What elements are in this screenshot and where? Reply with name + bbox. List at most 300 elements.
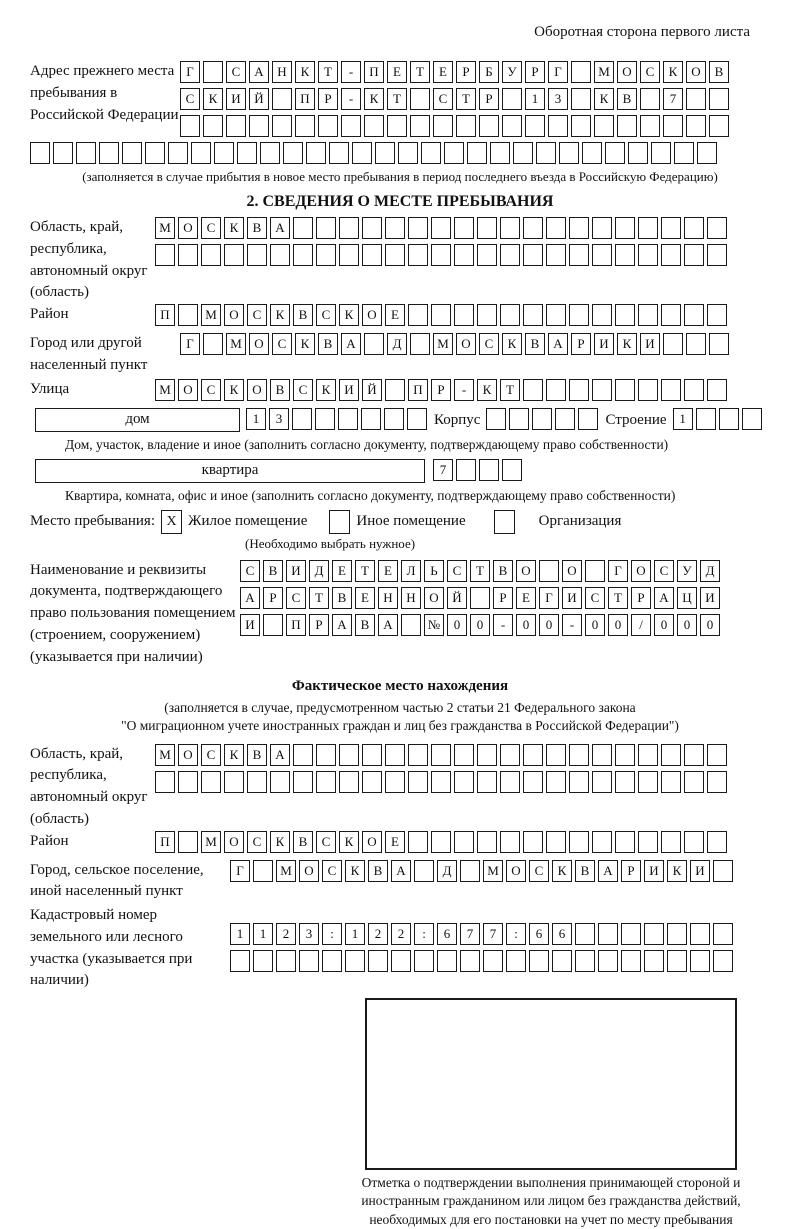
form-cell[interactable] (651, 142, 671, 164)
form-cell[interactable]: 0 (470, 614, 490, 636)
form-cell[interactable] (640, 115, 660, 137)
form-cell[interactable] (500, 744, 520, 766)
form-cell[interactable]: О (247, 379, 267, 401)
form-cell[interactable] (638, 244, 658, 266)
form-cell[interactable]: А (548, 333, 568, 355)
form-cell[interactable]: К (224, 379, 244, 401)
form-cell[interactable] (263, 614, 283, 636)
form-cell[interactable]: С (479, 333, 499, 355)
form-cell[interactable] (500, 304, 520, 326)
form-cell[interactable]: У (677, 560, 697, 582)
form-cell[interactable] (546, 744, 566, 766)
form-cell[interactable]: 7 (433, 459, 453, 481)
form-cell[interactable] (178, 304, 198, 326)
form-cell[interactable] (661, 304, 681, 326)
form-cell[interactable] (569, 244, 589, 266)
form-cell[interactable] (661, 244, 681, 266)
form-cell[interactable] (247, 244, 267, 266)
form-cell[interactable]: Й (249, 88, 269, 110)
form-cell[interactable] (385, 771, 405, 793)
form-cell[interactable]: - (562, 614, 582, 636)
form-cell[interactable]: И (690, 860, 710, 882)
form-cell[interactable]: О (506, 860, 526, 882)
form-cell[interactable]: М (433, 333, 453, 355)
form-cell[interactable] (362, 771, 382, 793)
form-cell[interactable] (292, 408, 312, 430)
form-cell[interactable]: 7 (663, 88, 683, 110)
form-cell[interactable] (460, 950, 480, 972)
form-cell[interactable] (523, 771, 543, 793)
form-cell[interactable] (707, 379, 727, 401)
form-cell[interactable]: Н (272, 61, 292, 83)
form-cell[interactable]: О (562, 560, 582, 582)
form-cell[interactable]: А (341, 333, 361, 355)
form-cell[interactable] (575, 950, 595, 972)
form-cell[interactable] (686, 115, 706, 137)
form-cell[interactable] (226, 115, 246, 137)
form-cell[interactable]: О (631, 560, 651, 582)
form-cell[interactable] (454, 217, 474, 239)
form-cell[interactable] (456, 459, 476, 481)
form-cell[interactable]: - (341, 61, 361, 83)
form-cell[interactable] (585, 560, 605, 582)
form-cell[interactable] (467, 142, 487, 164)
form-cell[interactable] (536, 142, 556, 164)
form-cell[interactable]: М (594, 61, 614, 83)
form-cell[interactable] (667, 950, 687, 972)
form-cell[interactable]: К (339, 304, 359, 326)
form-cell[interactable] (122, 142, 142, 164)
form-cell[interactable]: И (562, 587, 582, 609)
form-cell[interactable] (552, 950, 572, 972)
form-cell[interactable] (339, 744, 359, 766)
form-cell[interactable] (546, 217, 566, 239)
form-cell[interactable]: С (201, 217, 221, 239)
form-cell[interactable]: 2 (276, 923, 296, 945)
form-cell[interactable] (615, 244, 635, 266)
form-cell[interactable]: 0 (447, 614, 467, 636)
form-cell[interactable]: О (249, 333, 269, 355)
form-cell[interactable]: С (247, 304, 267, 326)
form-cell[interactable] (276, 950, 296, 972)
form-cell[interactable]: К (224, 744, 244, 766)
form-cell[interactable]: И (644, 860, 664, 882)
form-cell[interactable] (684, 217, 704, 239)
form-cell[interactable] (155, 244, 175, 266)
form-cell[interactable] (605, 142, 625, 164)
form-cell[interactable] (477, 244, 497, 266)
form-cell[interactable]: П (364, 61, 384, 83)
form-cell[interactable]: А (270, 744, 290, 766)
form-cell[interactable] (470, 587, 490, 609)
form-cell[interactable]: М (155, 379, 175, 401)
form-cell[interactable] (352, 142, 372, 164)
form-cell[interactable]: С (226, 61, 246, 83)
form-cell[interactable]: Д (700, 560, 720, 582)
form-cell[interactable] (569, 217, 589, 239)
form-cell[interactable]: О (178, 379, 198, 401)
form-cell[interactable] (523, 244, 543, 266)
form-cell[interactable] (408, 831, 428, 853)
form-cell[interactable]: Р (309, 614, 329, 636)
form-cell[interactable] (339, 771, 359, 793)
form-cell[interactable] (99, 142, 119, 164)
form-cell[interactable] (592, 244, 612, 266)
form-cell[interactable]: Г (608, 560, 628, 582)
form-cell[interactable] (315, 408, 335, 430)
form-cell[interactable] (500, 244, 520, 266)
form-cell[interactable]: К (203, 88, 223, 110)
form-cell[interactable]: № (424, 614, 444, 636)
form-cell[interactable]: - (341, 88, 361, 110)
form-cell[interactable] (615, 304, 635, 326)
form-cell[interactable]: А (391, 860, 411, 882)
form-cell[interactable] (638, 771, 658, 793)
form-cell[interactable] (617, 115, 637, 137)
form-cell[interactable] (339, 217, 359, 239)
form-cell[interactable]: О (299, 860, 319, 882)
form-cell[interactable]: Й (362, 379, 382, 401)
form-cell[interactable] (408, 244, 428, 266)
form-cell[interactable] (592, 831, 612, 853)
form-cell[interactable] (638, 217, 658, 239)
form-cell[interactable] (546, 244, 566, 266)
form-cell[interactable] (53, 142, 73, 164)
form-cell[interactable]: Т (387, 88, 407, 110)
form-cell[interactable] (191, 142, 211, 164)
form-cell[interactable] (500, 217, 520, 239)
form-cell[interactable] (401, 614, 421, 636)
form-cell[interactable]: 6 (437, 923, 457, 945)
form-cell[interactable] (483, 950, 503, 972)
form-cell[interactable] (684, 744, 704, 766)
form-cell[interactable] (582, 142, 602, 164)
form-cell[interactable] (615, 831, 635, 853)
form-cell[interactable] (155, 771, 175, 793)
form-cell[interactable]: С (316, 304, 336, 326)
form-cell[interactable] (532, 408, 552, 430)
form-cell[interactable] (477, 831, 497, 853)
form-cell[interactable] (707, 771, 727, 793)
form-cell[interactable]: С (201, 379, 221, 401)
form-cell[interactable] (684, 304, 704, 326)
form-cell[interactable] (477, 304, 497, 326)
form-cell[interactable]: А (270, 217, 290, 239)
form-cell[interactable]: И (226, 88, 246, 110)
form-cell[interactable]: К (477, 379, 497, 401)
form-cell[interactable]: В (247, 217, 267, 239)
form-cell[interactable]: К (617, 333, 637, 355)
form-cell[interactable]: Н (401, 587, 421, 609)
form-cell[interactable] (224, 244, 244, 266)
form-cell[interactable] (431, 771, 451, 793)
form-cell[interactable]: К (364, 88, 384, 110)
form-cell[interactable] (384, 408, 404, 430)
form-cell[interactable]: О (362, 831, 382, 853)
form-cell[interactable] (684, 244, 704, 266)
form-cell[interactable] (293, 744, 313, 766)
form-cell[interactable]: С (201, 744, 221, 766)
form-cell[interactable] (615, 771, 635, 793)
form-cell[interactable] (707, 217, 727, 239)
form-cell[interactable] (362, 217, 382, 239)
form-cell[interactable]: 1 (246, 408, 266, 430)
form-cell[interactable]: В (493, 560, 513, 582)
form-cell[interactable] (272, 115, 292, 137)
form-cell[interactable] (719, 408, 739, 430)
form-cell[interactable]: С (247, 831, 267, 853)
form-cell[interactable]: В (263, 560, 283, 582)
form-cell[interactable] (431, 304, 451, 326)
form-cell[interactable] (431, 831, 451, 853)
form-cell[interactable]: А (598, 860, 618, 882)
form-cell[interactable]: П (155, 831, 175, 853)
form-cell[interactable] (575, 923, 595, 945)
form-cell[interactable]: В (247, 744, 267, 766)
form-cell[interactable] (638, 304, 658, 326)
form-cell[interactable] (500, 831, 520, 853)
form-cell[interactable]: 3 (299, 923, 319, 945)
form-cell[interactable]: О (224, 304, 244, 326)
form-cell[interactable]: Г (180, 333, 200, 355)
form-cell[interactable] (318, 115, 338, 137)
form-cell[interactable]: И (594, 333, 614, 355)
form-cell[interactable] (203, 333, 223, 355)
form-cell[interactable]: К (295, 333, 315, 355)
form-cell[interactable]: И (339, 379, 359, 401)
form-cell[interactable]: М (201, 831, 221, 853)
form-cell[interactable] (329, 142, 349, 164)
form-cell[interactable] (203, 115, 223, 137)
form-cell[interactable] (621, 923, 641, 945)
form-cell[interactable] (569, 379, 589, 401)
form-cell[interactable] (502, 115, 522, 137)
form-cell[interactable]: Н (378, 587, 398, 609)
form-cell[interactable] (638, 379, 658, 401)
checkbox-other-premises[interactable] (329, 510, 350, 534)
form-cell[interactable] (293, 244, 313, 266)
form-cell[interactable]: 0 (700, 614, 720, 636)
form-cell[interactable] (598, 950, 618, 972)
form-cell[interactable]: С (447, 560, 467, 582)
form-cell[interactable] (500, 771, 520, 793)
form-cell[interactable]: 2 (391, 923, 411, 945)
form-cell[interactable] (456, 115, 476, 137)
form-cell[interactable] (437, 950, 457, 972)
form-cell[interactable] (421, 142, 441, 164)
form-cell[interactable]: Й (447, 587, 467, 609)
form-cell[interactable] (272, 88, 292, 110)
form-cell[interactable] (592, 217, 612, 239)
form-cell[interactable] (322, 950, 342, 972)
form-cell[interactable] (502, 459, 522, 481)
form-cell[interactable] (339, 244, 359, 266)
form-cell[interactable]: К (270, 304, 290, 326)
form-cell[interactable]: 0 (585, 614, 605, 636)
form-cell[interactable] (686, 88, 706, 110)
form-cell[interactable]: О (362, 304, 382, 326)
form-cell[interactable] (368, 950, 388, 972)
form-cell[interactable] (523, 379, 543, 401)
form-cell[interactable] (667, 923, 687, 945)
form-cell[interactable] (444, 142, 464, 164)
form-cell[interactable] (316, 771, 336, 793)
form-cell[interactable] (513, 142, 533, 164)
form-cell[interactable] (431, 217, 451, 239)
form-cell[interactable] (362, 744, 382, 766)
form-cell[interactable]: В (318, 333, 338, 355)
form-cell[interactable]: Д (309, 560, 329, 582)
form-cell[interactable] (684, 771, 704, 793)
form-cell[interactable]: Т (355, 560, 375, 582)
form-cell[interactable]: К (224, 217, 244, 239)
form-cell[interactable] (201, 244, 221, 266)
form-cell[interactable]: Р (631, 587, 651, 609)
form-cell[interactable] (690, 950, 710, 972)
form-cell[interactable] (686, 333, 706, 355)
form-cell[interactable]: 6 (552, 923, 572, 945)
form-cell[interactable]: О (178, 744, 198, 766)
form-cell[interactable]: К (295, 61, 315, 83)
form-cell[interactable]: 0 (654, 614, 674, 636)
form-cell[interactable] (709, 333, 729, 355)
form-cell[interactable] (479, 459, 499, 481)
form-cell[interactable] (237, 142, 257, 164)
form-cell[interactable] (299, 950, 319, 972)
form-cell[interactable] (454, 244, 474, 266)
form-cell[interactable]: С (240, 560, 260, 582)
form-cell[interactable]: О (224, 831, 244, 853)
form-cell[interactable] (690, 923, 710, 945)
form-cell[interactable] (477, 217, 497, 239)
form-cell[interactable] (571, 115, 591, 137)
form-cell[interactable] (295, 115, 315, 137)
form-cell[interactable]: Т (318, 61, 338, 83)
form-cell[interactable] (697, 142, 717, 164)
form-cell[interactable]: Р (263, 587, 283, 609)
form-cell[interactable] (707, 831, 727, 853)
form-cell[interactable] (709, 88, 729, 110)
form-cell[interactable]: 1 (345, 923, 365, 945)
form-cell[interactable] (661, 379, 681, 401)
form-cell[interactable] (338, 408, 358, 430)
form-cell[interactable] (76, 142, 96, 164)
form-cell[interactable] (433, 115, 453, 137)
checkbox-organization[interactable] (494, 510, 515, 534)
form-cell[interactable]: Р (571, 333, 591, 355)
form-cell[interactable] (178, 771, 198, 793)
form-cell[interactable]: В (270, 379, 290, 401)
form-cell[interactable] (674, 142, 694, 164)
form-cell[interactable] (230, 950, 250, 972)
form-cell[interactable] (592, 304, 612, 326)
form-cell[interactable] (454, 831, 474, 853)
form-cell[interactable] (594, 115, 614, 137)
form-cell[interactable]: В (355, 614, 375, 636)
form-cell[interactable] (387, 115, 407, 137)
form-cell[interactable] (283, 142, 303, 164)
form-cell[interactable]: Т (456, 88, 476, 110)
form-cell[interactable]: П (286, 614, 306, 636)
form-cell[interactable] (592, 744, 612, 766)
form-cell[interactable] (615, 379, 635, 401)
form-cell[interactable] (201, 771, 221, 793)
form-cell[interactable]: 3 (548, 88, 568, 110)
form-cell[interactable] (490, 142, 510, 164)
form-cell[interactable]: С (585, 587, 605, 609)
form-cell[interactable] (293, 217, 313, 239)
form-cell[interactable]: Р (456, 61, 476, 83)
form-cell[interactable] (525, 115, 545, 137)
form-cell[interactable] (408, 304, 428, 326)
form-cell[interactable] (548, 115, 568, 137)
form-cell[interactable]: К (345, 860, 365, 882)
form-cell[interactable]: Т (309, 587, 329, 609)
form-cell[interactable] (523, 217, 543, 239)
form-cell[interactable] (385, 379, 405, 401)
form-cell[interactable]: А (249, 61, 269, 83)
form-cell[interactable] (578, 408, 598, 430)
form-cell[interactable] (569, 771, 589, 793)
form-cell[interactable]: С (286, 587, 306, 609)
form-cell[interactable]: 6 (529, 923, 549, 945)
form-cell[interactable] (145, 142, 165, 164)
form-cell[interactable]: Р (493, 587, 513, 609)
form-cell[interactable] (214, 142, 234, 164)
form-cell[interactable]: : (322, 923, 342, 945)
form-cell[interactable]: Ц (677, 587, 697, 609)
form-cell[interactable] (523, 304, 543, 326)
form-cell[interactable]: М (276, 860, 296, 882)
form-cell[interactable] (431, 744, 451, 766)
form-cell[interactable] (178, 831, 198, 853)
form-cell[interactable]: Р (431, 379, 451, 401)
form-cell[interactable]: 0 (608, 614, 628, 636)
form-cell[interactable]: Т (500, 379, 520, 401)
form-cell[interactable] (224, 771, 244, 793)
form-cell[interactable]: Т (410, 61, 430, 83)
form-cell[interactable] (375, 142, 395, 164)
form-cell[interactable] (408, 217, 428, 239)
form-cell[interactable]: П (295, 88, 315, 110)
form-cell[interactable] (407, 408, 427, 430)
form-cell[interactable]: : (414, 923, 434, 945)
form-cell[interactable]: Е (355, 587, 375, 609)
form-cell[interactable] (502, 88, 522, 110)
form-cell[interactable] (661, 831, 681, 853)
form-cell[interactable]: П (408, 379, 428, 401)
form-cell[interactable] (529, 950, 549, 972)
form-cell[interactable] (569, 304, 589, 326)
form-cell[interactable] (410, 333, 430, 355)
form-cell[interactable] (546, 304, 566, 326)
form-cell[interactable] (385, 244, 405, 266)
form-cell[interactable]: И (286, 560, 306, 582)
form-cell[interactable] (486, 408, 506, 430)
form-cell[interactable]: Т (470, 560, 490, 582)
form-cell[interactable] (707, 744, 727, 766)
form-cell[interactable] (709, 115, 729, 137)
form-cell[interactable]: Р (318, 88, 338, 110)
form-cell[interactable] (506, 950, 526, 972)
form-cell[interactable] (454, 744, 474, 766)
form-cell[interactable] (316, 217, 336, 239)
form-cell[interactable] (559, 142, 579, 164)
form-cell[interactable] (661, 744, 681, 766)
form-cell[interactable]: 1 (525, 88, 545, 110)
form-cell[interactable] (696, 408, 716, 430)
form-cell[interactable] (523, 744, 543, 766)
